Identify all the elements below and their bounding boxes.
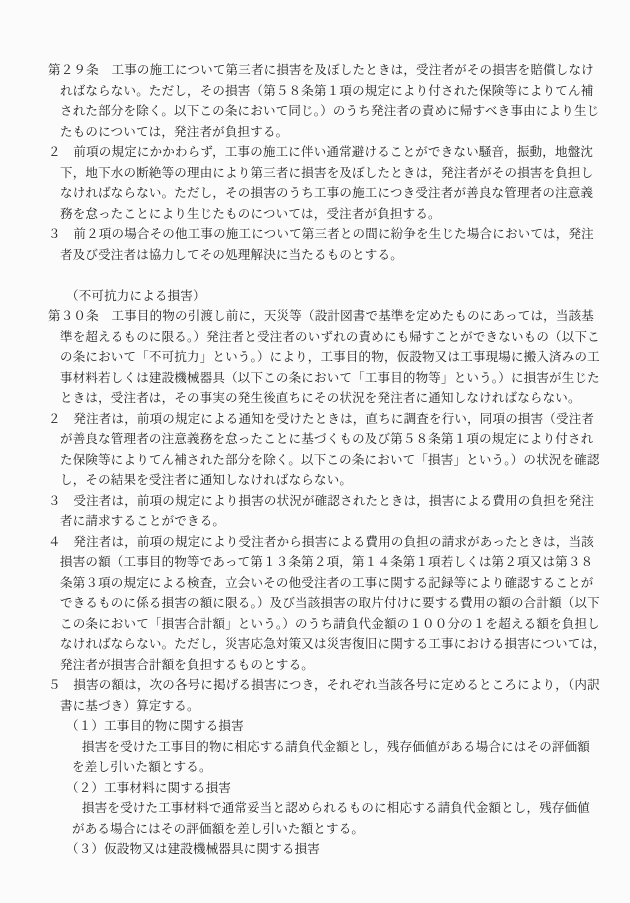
doc-line: 条第３項の規定による検査，立会いその他受注者の工事に関する記録等により確認することが [60, 574, 594, 590]
doc-line: 務を怠ったことにより生じたものについては，受注者が負担する。 [60, 205, 441, 221]
doc-line: 第３０条 工事目的物の引渡し前に，天災等（設計図書で基準を定めたものにあっては，当該基 [48, 308, 594, 323]
doc-line: 損害の額（工事目的物等であって第１３条第２項，第１４条第１項若しくは第２項又は第３８ [60, 554, 594, 569]
doc-line: できるものに係る損害の額に限る。）及び当該損害の取片付けに要する費用の額の合計額（以下 [60, 595, 600, 610]
doc-line: ３ 受注者は，前項の規定により損害の状況が確認されたときは，損害による費用の負担を発注 [48, 492, 595, 508]
doc-line: この条において「損害合計額」という。）のうち請負代金額の１００分の１を超える額を負担し [60, 615, 600, 631]
doc-line: 損害を受けた工事材料で通常妥当と認められるものに相応する請負代金額とし，残存価値 [82, 800, 591, 815]
doc-line: し，その結果を受注者に通知しなければならない。 [60, 472, 353, 487]
doc-line: 第２９条 工事の施工について第三者に損害を及ぼしたときは，受注者がその損害を賠償しなけ [48, 62, 594, 77]
document-body [0, 60, 630, 860]
doc-line: を差し引いた額とする。 [72, 759, 212, 774]
doc-line: ればならない。ただし，その損害（第５８条第１項の規定により付された保険等によりてん補 [60, 82, 594, 98]
doc-line: ５ 損害の額は，次の各号に掲げる損害につき，それぞれ当該各号に定めるところにより，（内訳 [48, 677, 600, 692]
doc-line: された部分を除く。以下この条において同じ。）のうち発注者の責めに帰すべき事由により生じ [60, 103, 600, 118]
doc-line: ときは，受注者は，その事実の発生後直ちにその状況を発注者に通知しなければならない。 [60, 390, 581, 405]
doc-line: 事材料若しくは建設機械器具（以下この条において「工事目的物等」という。）に損害が生じた [60, 369, 600, 385]
doc-line: （不可抗力による損害） [66, 287, 206, 303]
doc-line: ４ 発注者は，前項の規定により受注者から損害による費用の負担の請求があったときは，当該 [48, 533, 594, 549]
doc-line: なければならない。ただし，災害応急対策又は災害復旧に関する工事における損害については， [60, 636, 606, 651]
doc-line: ３ 前２項の場合その他工事の施工について第三者との間に紛争を生じた場合においては，発注 [48, 226, 594, 241]
doc-line: が善良な管理者の注意義務を怠ったことに基づくもの及び第５８条第１項の規定により付され [60, 431, 594, 446]
doc-blank-line [0, 265, 630, 286]
doc-line: （３）仮設物又は建設機械器具に関する損害 [66, 841, 321, 856]
doc-line: ２ 前項の規定にかかわらず，工事の施工に伴い通常避けることができない騒音，振動，地盤沈 [48, 144, 594, 159]
doc-line: なければならない。ただし，その損害のうち工事の施工につき受注者が善良な管理者の注意義 [60, 185, 594, 200]
doc-line: 書に基づき）算定する。 [60, 697, 200, 713]
doc-line: た保険等によりてん補された部分を除く。以下この条において「損害」という。）の状況を確認 [60, 451, 600, 467]
doc-line: 損害を受けた工事目的物に相応する請負代金額とし，残存価値がある場合にはその評価額 [82, 738, 591, 754]
doc-line: の条において「不可抗力」という。）により，工事目的物，仮設物又は工事現場に搬入済みの工 [60, 349, 600, 364]
doc-line: 発注者が損害合計額を負担するものとする。 [60, 656, 315, 672]
doc-line: （１）工事目的物に関する損害 [66, 718, 244, 733]
doc-line: がある場合にはその評価額を差し引いた額とする。 [72, 820, 365, 836]
doc-line: （２）工事材料に関する損害 [66, 779, 232, 795]
doc-line: ２ 発注者は，前項の規定による通知を受けたときは，直ちに調査を行い，同項の損害（受注者 [48, 410, 595, 426]
doc-line: 準を超えるものに限る。）発注者と受注者のいずれの責めにも帰すことができないもの（以下こ [60, 328, 600, 344]
doc-line: 者に請求することができる。 [60, 513, 226, 528]
doc-line: たものについては，発注者が負担する。 [60, 123, 289, 139]
doc-line: 者及び受注者は協力してその処理解決に当たるものとする。 [60, 246, 403, 262]
doc-line: 下，地下水の断絶等の理由により第三者に損害を及ぼしたときは，発注者がその損害を負担し [60, 164, 594, 180]
